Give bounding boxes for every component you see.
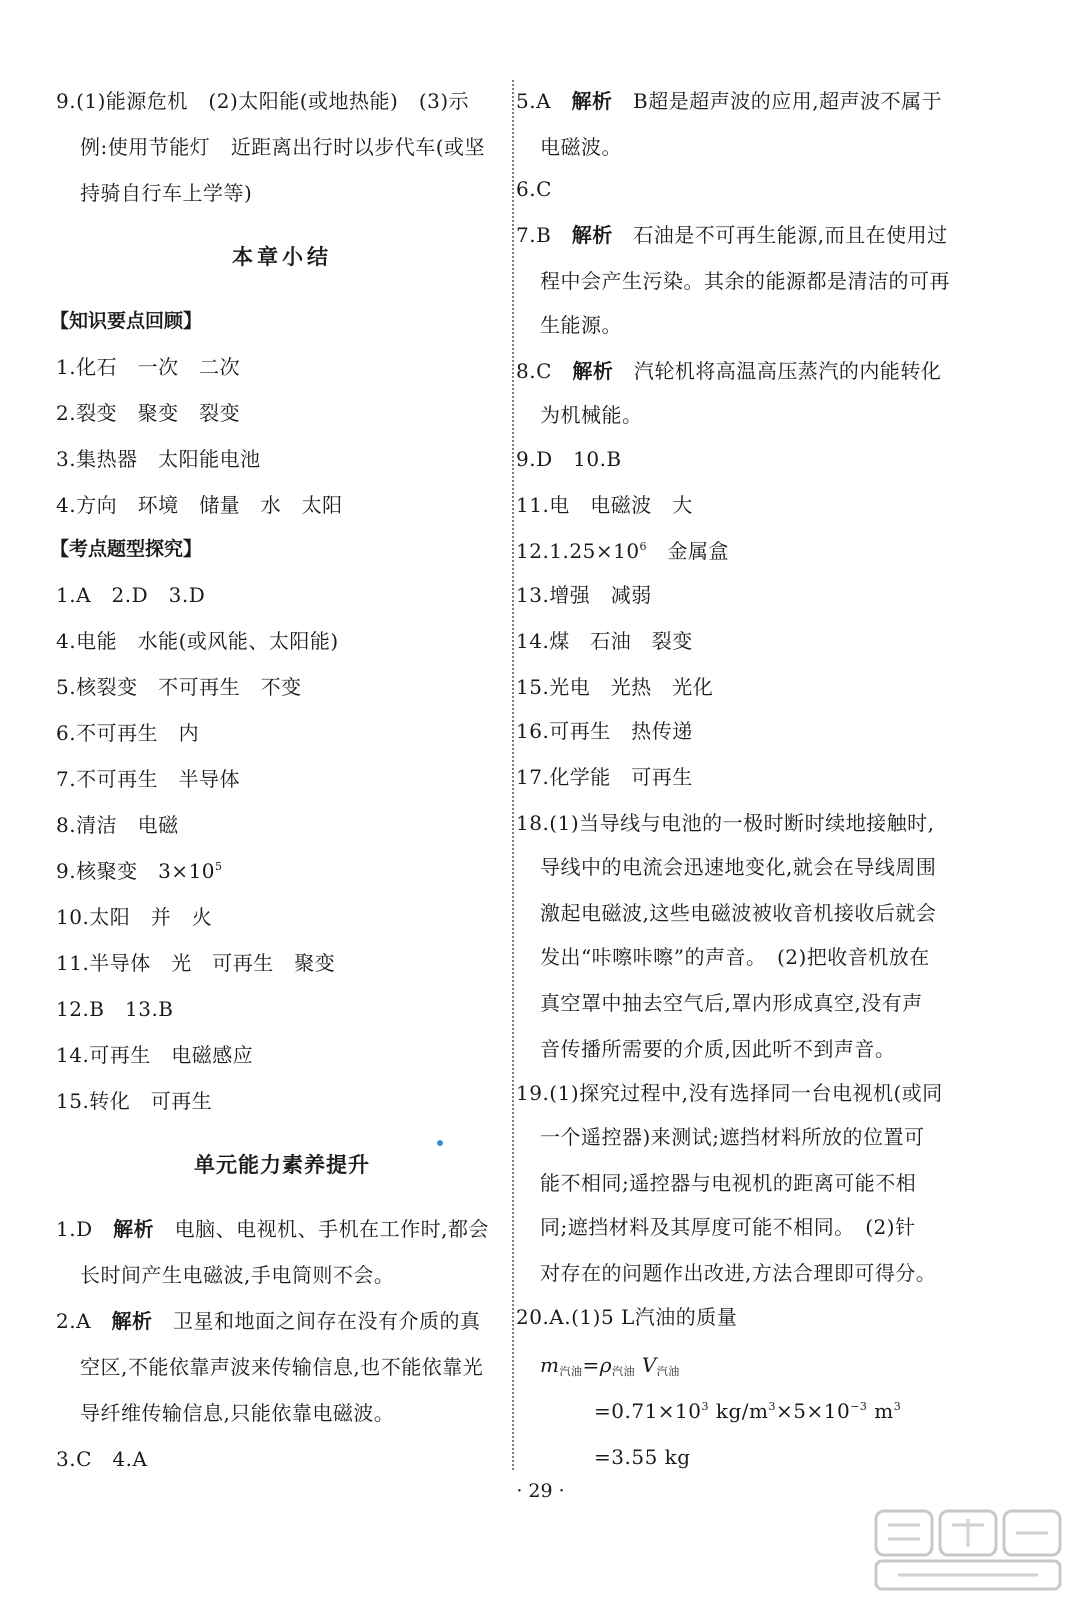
density-symbol: =ρ	[582, 1353, 612, 1377]
calc-exp-2: 3	[768, 1400, 776, 1413]
exam-9-text: 9.核聚变 3×10	[56, 859, 216, 883]
volume-symbol: V	[634, 1353, 657, 1377]
answer-9-line3: 持骑自行车上学等)	[80, 181, 253, 205]
calc-part-2: kg/m	[709, 1399, 769, 1423]
answer-r8-text: 汽轮机将高温高压蒸汽的内能转化	[613, 359, 942, 383]
page-number: · 29 ·	[516, 1480, 565, 1502]
knowledge-review-heading: 【知识要点回顾】	[50, 310, 203, 332]
knowledge-2: 2.裂变 聚变 裂变	[56, 401, 241, 425]
answer-r13: 13.增强 减弱	[516, 583, 652, 607]
exam-12: 12.B 13.B	[56, 997, 174, 1021]
answer-r5-text: B超是超声波的应用,超声波不属于	[612, 89, 943, 113]
answer-r5	[516, 86, 942, 116]
answer-r19-line2: 一个遥控器)来测试;遮挡材料所放的位置可	[540, 1125, 925, 1149]
answer-r8	[516, 356, 941, 386]
chapter-summary-title: 本章小结	[232, 245, 332, 269]
analysis-label: 解析	[113, 1217, 155, 1241]
answer-r18-line2: 导线中的电流会迅速地变化,就会在导线周围	[540, 855, 937, 879]
exam-8: 8.清洁 电磁	[56, 813, 179, 837]
mass-subscript: 汽油	[559, 1365, 583, 1378]
answer-r14: 14.煤 石油 裂变	[516, 629, 693, 653]
exam-9	[56, 856, 223, 886]
answer-r7-number: 7.B	[516, 223, 572, 247]
exam-14: 14.可再生 电磁感应	[56, 1043, 254, 1067]
knowledge-1: 1.化石 一次 二次	[56, 355, 241, 379]
answer-r18-line4: 发出“咔嚓咔嚓”的声音。 (2)把收音机放在	[540, 945, 930, 969]
volume-subscript: 汽油	[656, 1365, 680, 1378]
answer-r18-line1: 18.(1)当导线与电池的一极时断时续地接触时,	[516, 811, 935, 835]
calc-exp-1: 3	[701, 1400, 709, 1413]
unit-1-text: 电脑、电视机、手机在工作时,都会	[154, 1217, 489, 1241]
answer-9-line2: 例:使用节能灯 近距离出行时以步代车(或坚	[80, 135, 486, 159]
unit-1-number: 1.D	[56, 1217, 114, 1241]
answer-r19-line4: 同;遮挡材料及其厚度可能不相同。 (2)针	[540, 1215, 916, 1239]
answer-r20-line1: 20.A.(1)5 L汽油的质量	[516, 1305, 738, 1329]
exam-11: 11.半导体 光 可再生 聚变	[56, 951, 336, 975]
answer-r17: 17.化学能 可再生	[516, 765, 693, 789]
answer-r11: 11.电 电磁波 大	[516, 493, 693, 517]
density-subscript: 汽油	[611, 1365, 635, 1378]
analysis-label: 解析	[572, 359, 614, 383]
calc-part-3: ×5×10	[775, 1399, 851, 1423]
unit-2-number: 2.A	[56, 1309, 112, 1333]
calc-part-4: m	[867, 1399, 894, 1423]
answer-9-line1: 9.(1)能源危机 (2)太阳能(或地热能) (3)示	[56, 89, 470, 113]
watermark-logo-icon	[868, 1505, 1068, 1595]
answer-r16: 16.可再生 热传递	[516, 719, 693, 743]
calc-exp-4: 3	[893, 1400, 902, 1413]
answer-r12-rest: 金属盒	[647, 539, 730, 563]
unit-1-line2: 长时间产生电磁波,手电筒则不会。	[80, 1263, 395, 1287]
blue-dot-mark	[437, 1140, 443, 1146]
exam-5: 5.核裂变 不可再生 不变	[56, 675, 302, 699]
calc-exp-3: −3	[850, 1400, 868, 1413]
answer-r18-line5: 真空罩中抽去空气后,罩内形成真空,没有声	[540, 991, 923, 1015]
calc-part-1: =0.71×10	[594, 1399, 702, 1423]
answer-r19-line1: 19.(1)探究过程中,没有选择同一台电视机(或同	[516, 1081, 943, 1105]
answer-r7-line3: 生能源。	[540, 313, 622, 337]
exam-1: 1.A 2.D 3.D	[56, 583, 206, 607]
unit-2-text: 卫星和地面之间存在没有介质的真	[152, 1309, 481, 1333]
mass-symbol: m	[540, 1353, 560, 1377]
exam-9-exponent: 5	[215, 860, 223, 873]
answer-r12	[516, 536, 729, 566]
answer-r9: 9.D 10.B	[516, 447, 622, 471]
knowledge-4: 4.方向 环境 储量 水 太阳	[56, 493, 343, 517]
knowledge-3: 3.集热器 太阳能电池	[56, 447, 261, 471]
unit-3: 3.C 4.A	[56, 1447, 148, 1471]
unit-2-line3: 导纤维传输信息,只能依靠电磁波。	[80, 1401, 395, 1425]
exam-15: 15.转化 可再生	[56, 1089, 213, 1113]
exam-6: 6.不可再生 内	[56, 721, 200, 745]
analysis-label: 解析	[111, 1309, 153, 1333]
exam-10: 10.太阳 并 火	[56, 905, 213, 929]
mass-calculation	[594, 1396, 901, 1426]
answer-r18-line3: 激起电磁波,这些电磁波被收音机接收后就会	[540, 901, 937, 925]
answer-r5-line2: 电磁波。	[540, 135, 622, 159]
answer-r8-number: 8.C	[516, 359, 573, 383]
answer-r12-exponent: 6	[639, 540, 648, 553]
answer-r5-number: 5.A	[516, 89, 572, 113]
answer-r15: 15.光电 光热 光化	[516, 675, 714, 699]
analysis-label: 解析	[571, 89, 613, 113]
answer-r7	[516, 220, 948, 250]
unit-2-line2: 空区,不能依靠声波来传输信息,也不能依靠光	[80, 1355, 484, 1379]
column-divider	[512, 80, 514, 1470]
exam-4: 4.电能 水能(或风能、太阳能)	[56, 629, 339, 653]
answer-r18-line6: 音传播所需要的介质,因此听不到声音。	[540, 1037, 896, 1061]
mass-result: =3.55 kg	[594, 1445, 691, 1469]
unit-1	[56, 1214, 489, 1244]
answer-r7-line2: 程中会产生污染。其余的能源都是清洁的可再	[540, 269, 950, 293]
mass-formula	[540, 1350, 680, 1387]
answer-r19-line5: 对存在的问题作出改进,方法合理即可得分。	[540, 1261, 937, 1285]
unit-ability-title: 单元能力素养提升	[194, 1153, 370, 1177]
unit-2	[56, 1306, 481, 1336]
answer-r19-line3: 能不相同;遥控器与电视机的距离可能不相	[540, 1171, 917, 1195]
exam-7: 7.不可再生 半导体	[56, 767, 241, 791]
answer-r6: 6.C	[516, 177, 552, 201]
analysis-label: 解析	[571, 223, 613, 247]
exam-inquiry-heading: 【考点题型探究】	[50, 538, 203, 560]
answer-r12-text: 12.1.25×10	[516, 539, 640, 563]
answer-r8-line2: 为机械能。	[540, 403, 643, 427]
answer-r7-text: 石油是不可再生能源,而且在使用过	[612, 223, 948, 247]
